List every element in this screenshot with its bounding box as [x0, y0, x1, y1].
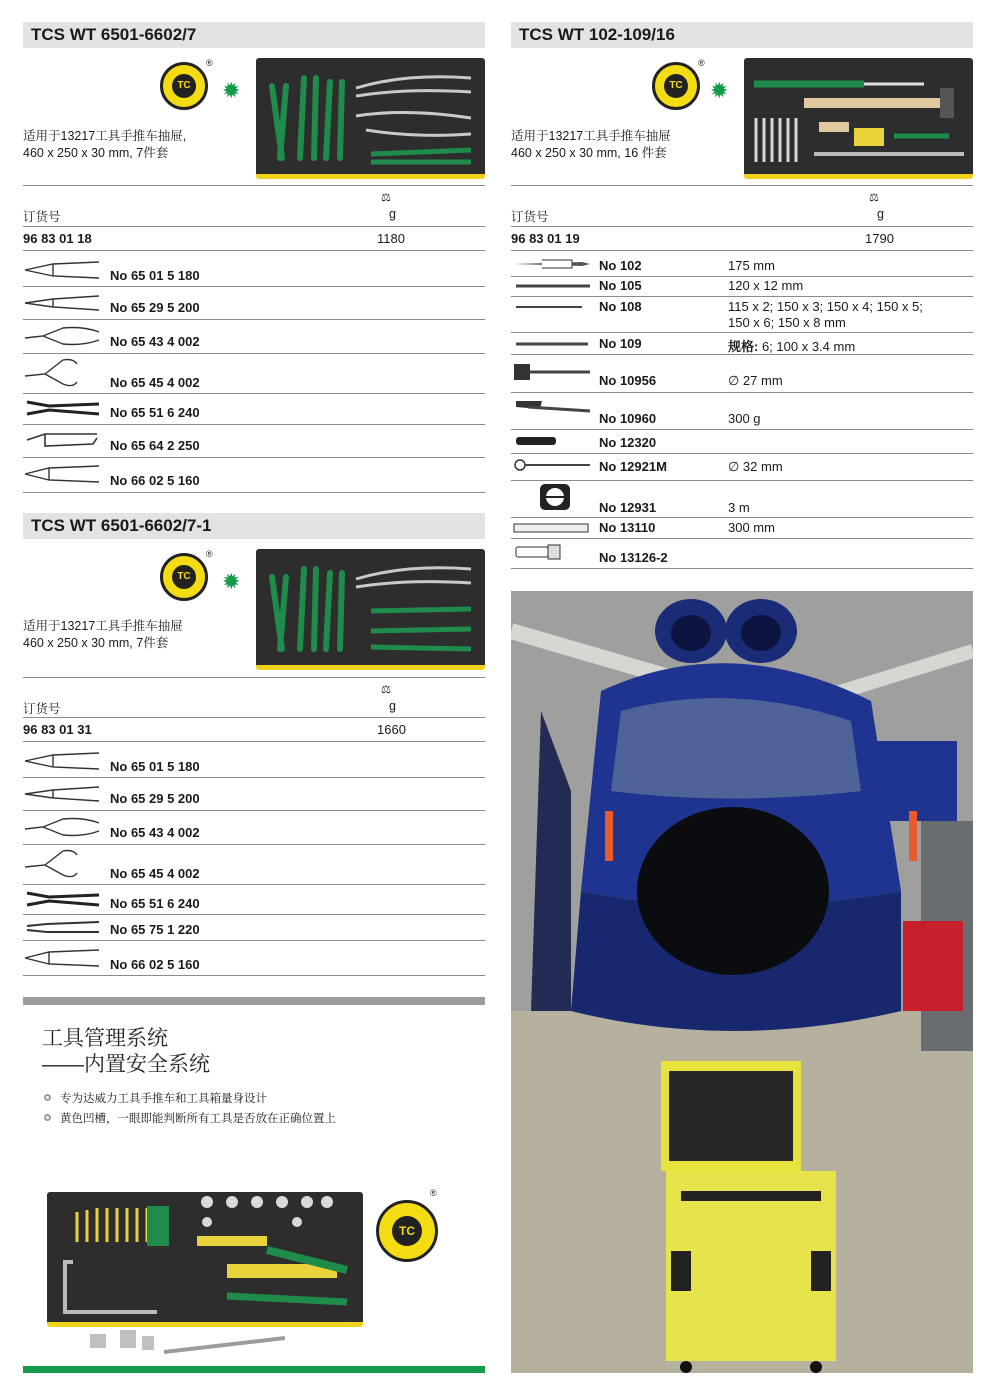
divider [511, 354, 973, 355]
helicopter-hangar-image [511, 591, 973, 1373]
registered-mark: ® [206, 58, 213, 68]
list-item [512, 457, 592, 478]
bottom-accent-bar [23, 1366, 485, 1373]
list-item [23, 324, 101, 353]
set3-item-spec: 175 mm [728, 258, 775, 273]
divider [23, 677, 485, 678]
set2-description: 适用于13217工具手推车抽屉 460 x 250 x 30 mm, 7件套 [23, 619, 183, 650]
crimping-pliers-icon [23, 916, 101, 940]
divider [23, 717, 485, 718]
set3-item-spec: 300 mm [728, 520, 775, 535]
set3-item-no: No 105 [599, 278, 642, 293]
divider [511, 332, 973, 333]
divider [23, 810, 485, 811]
socket-set-icon [47, 1192, 363, 1322]
divider [511, 568, 973, 569]
set3-item-no: No 13126-2 [599, 550, 668, 565]
list-item [23, 946, 101, 975]
set1-item-no: No 65 01 5 180 [110, 268, 200, 283]
scale-icon: ⚖ [869, 192, 879, 204]
set3-tray-image [744, 58, 973, 179]
set3-item-no: No 108 [599, 299, 642, 314]
set3-header [511, 22, 973, 48]
order-no-label: 订货号 [23, 210, 61, 224]
list-item [512, 434, 592, 453]
tape-measure-icon [538, 482, 572, 512]
list-item [23, 428, 101, 457]
green-star-icon: ✹ [222, 78, 241, 103]
flashlight-icon [514, 543, 564, 561]
divider [511, 296, 973, 297]
tc-system-logo: TC [376, 1200, 438, 1262]
hand-tool-set-icon [744, 58, 973, 174]
set1-tray-image [256, 58, 485, 179]
weight-unit: g [389, 699, 396, 713]
set3-item-spec: ∅ 27 mm [728, 373, 783, 388]
list-item [512, 521, 592, 539]
divider [23, 884, 485, 885]
divider [23, 457, 485, 458]
set3-item-spec: 规格: 6; 100 x 3.4 mm [728, 339, 856, 354]
divider [511, 517, 973, 518]
divider [511, 453, 973, 454]
set1-weight: 1180 [377, 231, 405, 246]
divider [23, 226, 485, 227]
divider [23, 353, 485, 354]
long-nose-pliers-icon [23, 782, 101, 806]
tc-system-logo: TC [160, 553, 208, 601]
list-item [514, 543, 564, 566]
list-item [23, 291, 101, 320]
set2-item-no: No 65 29 5 200 [110, 791, 200, 806]
weight-unit: g [877, 207, 884, 221]
water-pump-pliers-icon [23, 887, 101, 911]
order-no-label: 订货号 [23, 702, 61, 716]
divider [511, 185, 973, 186]
screwdriver-set-icon [512, 256, 592, 272]
set2-item-no: No 65 75 1 220 [110, 922, 200, 937]
list-item [512, 256, 592, 277]
set3-item-spec: 120 x 12 mm [728, 278, 804, 293]
long-nose-pliers-icon [23, 291, 101, 315]
machinist-hammer-icon [512, 397, 592, 419]
list-item [512, 362, 592, 387]
divider [23, 393, 485, 394]
divider [23, 185, 485, 186]
steel-ruler-icon [512, 522, 592, 534]
set1-item-no: No 65 45 4 002 [110, 375, 200, 390]
socket-extension-icon [90, 1328, 290, 1358]
divider [23, 741, 485, 742]
set2-tray-image [256, 549, 485, 670]
set3-item-no: No 102 [599, 258, 642, 273]
list-item [23, 749, 101, 778]
set3-weight: 1790 [865, 231, 894, 246]
tc-system-logo: TC [160, 62, 208, 110]
locking-pliers-icon [23, 428, 101, 452]
set3-title: TCS WT 102-109/16 [519, 25, 675, 44]
set1-item-no: No 65 43 4 002 [110, 334, 200, 349]
set1-item-no: No 65 51 6 240 [110, 405, 200, 420]
list-item [23, 887, 101, 916]
list-item [23, 462, 101, 491]
divider [511, 392, 973, 393]
set3-item-no: No 10960 [599, 411, 657, 426]
set3-item-no: No 13110 [599, 520, 656, 535]
green-star-icon: ✹ [222, 569, 241, 594]
telescopic-magnet-icon [512, 457, 592, 473]
list-item [23, 356, 101, 395]
soft-face-hammer-icon [512, 362, 592, 382]
set1-item-no: No 65 29 5 200 [110, 300, 200, 315]
list-item [512, 397, 592, 424]
scale-icon: ⚖ [381, 684, 391, 696]
order-no-label: 订货号 [511, 210, 549, 224]
bullet-icon [44, 1094, 51, 1101]
set2-item-no: No 65 45 4 002 [110, 866, 200, 881]
set1-order-number: 96 83 01 18 [23, 231, 92, 246]
circlip-pliers-icon [23, 815, 101, 839]
set3-item-no: No 12320 [599, 435, 657, 450]
list-item [23, 782, 101, 811]
set3-order-number: 96 83 01 19 [511, 231, 580, 246]
registered-mark: ® [430, 1188, 437, 1198]
divider [23, 975, 485, 976]
divider [23, 286, 485, 287]
list-item [23, 396, 101, 425]
set2-order-number: 96 83 01 31 [23, 722, 92, 737]
pin-punch-icon [512, 300, 592, 314]
tc-system-logo: TC [652, 62, 700, 110]
set2-title: TCS WT 6501-6602/7-1 [31, 516, 212, 535]
feature-bullet: 专为达威力工具手推车和工具箱量身设计 [60, 1093, 267, 1105]
feature-title-line1: 工具管理系统 [42, 1027, 168, 1050]
divider [511, 250, 973, 251]
circlip-pliers-angled-icon [23, 356, 101, 390]
set2-item-no: No 65 51 6 240 [110, 896, 200, 911]
set3-item-no: No 12931 [599, 500, 657, 515]
divider [511, 538, 973, 539]
registered-mark: ® [206, 549, 213, 559]
circlip-pliers-angled-icon [23, 847, 101, 881]
divider [511, 429, 973, 430]
helicopter-photo [511, 591, 973, 1373]
combination-pliers-icon [23, 749, 101, 773]
list-item [512, 300, 592, 319]
divider [511, 276, 973, 277]
side-cutter-icon [23, 946, 101, 970]
green-star-icon: ✹ [710, 78, 729, 103]
list-item [538, 482, 572, 517]
section-band [23, 997, 485, 1005]
set3-item-spec: 3 m [728, 500, 750, 515]
divider [23, 319, 485, 320]
divider [23, 940, 485, 941]
set3-item-spec: ∅ 32 mm [728, 459, 783, 474]
chisel-icon [512, 279, 592, 293]
set3-description: 适用于13217工具手推车抽屉 460 x 250 x 30 mm, 16 件套 [511, 129, 671, 160]
set3-item-spec: 115 x 2; 150 x 3; 150 x 4; 150 x 5; 150 x 6; 150 x 8 mm [728, 299, 923, 330]
set1-item-no: No 66 02 5 160 [110, 473, 200, 488]
set2-weight: 1660 [377, 722, 406, 737]
set3-item-no: No 10956 [599, 373, 657, 388]
divider [23, 250, 485, 251]
weight-unit: g [389, 207, 396, 221]
divider [23, 777, 485, 778]
folding-knife-icon [512, 434, 592, 448]
registered-mark: ® [698, 58, 705, 68]
scale-icon: ⚖ [381, 192, 391, 204]
pliers-set-icon [256, 58, 485, 174]
divider [23, 424, 485, 425]
water-pump-pliers-icon [23, 396, 101, 420]
socket-tray-image [47, 1192, 363, 1327]
loose-sockets [90, 1328, 290, 1363]
set2-header [23, 513, 485, 539]
divider [511, 480, 973, 481]
set1-item-no: No 65 64 2 250 [110, 438, 200, 453]
set1-header [23, 22, 485, 48]
feature-bullet: 黄色凹槽，一眼即能判断所有工具是否放在正确位置上 [60, 1113, 336, 1125]
divider [23, 914, 485, 915]
set3-item-no: No 12921M [599, 459, 667, 474]
list-item [23, 847, 101, 886]
list-item [23, 815, 101, 844]
feature-title-line2: ——内置安全系统 [42, 1053, 210, 1076]
center-punch-icon [512, 337, 592, 351]
set3-item-spec: 300 g [728, 411, 761, 426]
set2-item-no: No 66 02 5 160 [110, 957, 200, 972]
combination-pliers-icon [23, 258, 101, 282]
pliers-set-icon [256, 549, 485, 665]
circlip-pliers-icon [23, 324, 101, 348]
divider [23, 492, 485, 493]
set1-title: TCS WT 6501-6602/7 [31, 25, 197, 44]
set2-item-no: No 65 43 4 002 [110, 825, 200, 840]
set3-item-no: No 109 [599, 336, 642, 351]
set2-item-no: No 65 01 5 180 [110, 759, 200, 774]
divider [23, 844, 485, 845]
side-cutter-icon [23, 462, 101, 486]
set1-description: 适用于13217工具手推车抽屉, 460 x 250 x 30 mm, 7件套 [23, 129, 187, 160]
list-item [23, 258, 101, 287]
divider [511, 226, 973, 227]
bullet-icon [44, 1114, 51, 1121]
